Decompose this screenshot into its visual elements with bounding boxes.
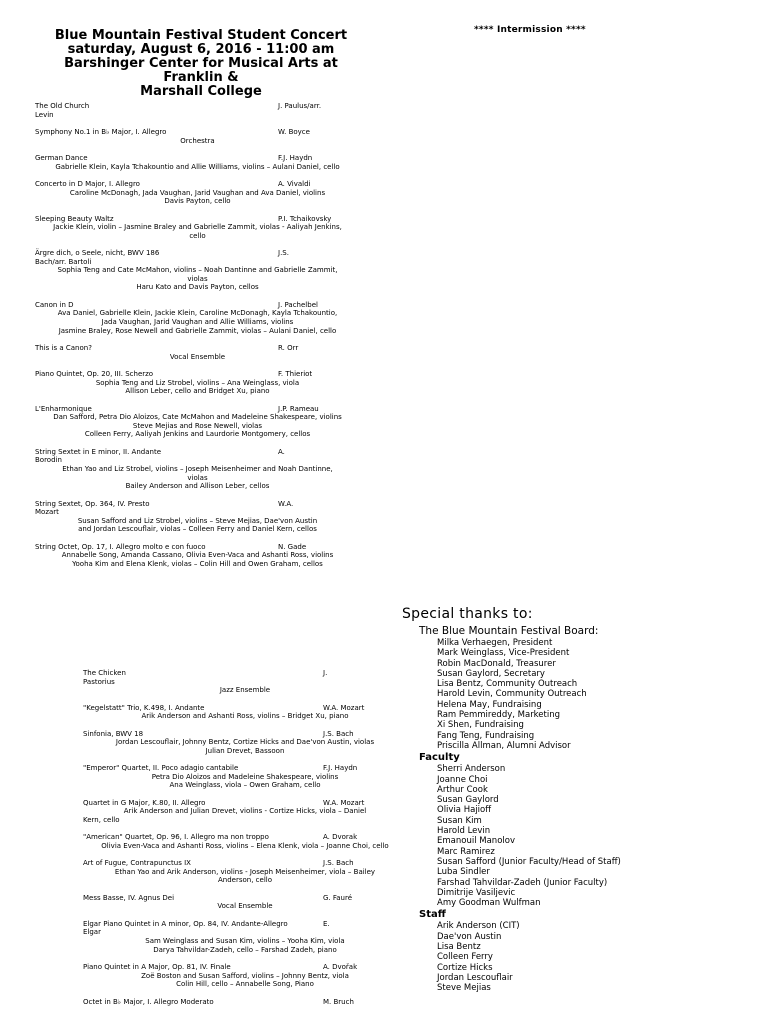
piece-heading — [83, 730, 407, 739]
program-piece — [83, 730, 407, 756]
faculty-list-item: Luba Sindler — [437, 867, 490, 878]
faculty-list-item: Harold Levin — [437, 826, 491, 837]
piece-composer: J.P. Rameau — [278, 404, 319, 413]
special-thanks-section — [402, 606, 762, 994]
staff-list-item: Steve Mejias — [437, 983, 491, 994]
piece-heading — [83, 669, 407, 678]
piece-performers: Pastorius — [83, 677, 115, 686]
piece-performers: Sam Weinglass and Susan Kim, violins – Yooha Kim, viola — [145, 937, 345, 946]
piece-title: "American" Quartet, Op. 96, I. Allegro ma non troppo — [83, 833, 269, 842]
program-piece — [83, 894, 407, 911]
piece-performers: Steve Mejias and Rose Newell, violas — [132, 421, 263, 430]
piece-heading — [35, 344, 360, 353]
piece-performers: Elgar — [83, 928, 101, 937]
program-piece — [83, 920, 407, 954]
piece-title: Elgar Piano Quintet in A minor, Op. 84, IV. Andante-Allegro — [83, 919, 288, 928]
piece-composer: W.A. Mozart — [323, 703, 365, 712]
second-half-program — [83, 669, 407, 1015]
piece-heading — [83, 920, 407, 929]
piece-performers: Jackie Klein, violin – Jasmine Braley and Gabrielle Zammit, violas - Aaliyah Jenkins, — [53, 223, 342, 232]
piece-title: String Sextet in E minor, II. Andante — [35, 447, 161, 456]
piece-heading — [35, 370, 360, 379]
piece-performers: Sophia Teng and Cate McMahon, violins – Noah Dantinne and Gabrielle Zammit, — [57, 266, 338, 275]
piece-title: Sleeping Beauty Waltz — [35, 214, 114, 223]
piece-performers: Susan Safford and Liz Strobel, violins – Steve Mejias, Dae'von Austin — [77, 516, 318, 525]
piece-heading — [83, 998, 407, 1007]
staff-list-item: Lisa Bentz — [437, 942, 481, 953]
piece-performers: Arik Anderson and Ashanti Ross, violins – Bridget Xu, piano — [141, 712, 349, 721]
board-list-item: Helena May, Fundraising — [437, 699, 542, 710]
piece-heading — [83, 859, 407, 868]
program-piece — [35, 102, 360, 119]
board-heading: The Blue Mountain Festival Board: — [419, 625, 599, 637]
board-list-item: Lisa Bentz, Community Outreach — [437, 679, 578, 690]
piece-title: Concerto in D Major, I. Allegro — [35, 179, 140, 188]
program-piece — [83, 963, 407, 989]
piece-performers: Haru Kato and Davis Payton, cellos — [136, 283, 259, 292]
piece-heading — [35, 448, 360, 457]
piece-composer: F.J. Haydn — [323, 764, 358, 773]
board-list-item: Priscilla Allman, Alumni Advisor — [437, 740, 571, 751]
faculty-list-item: Amy Goodman Wulfman — [437, 898, 541, 909]
program-piece — [35, 301, 360, 335]
piece-heading — [35, 215, 360, 224]
piece-performers: Jazz Ensemble — [219, 686, 271, 695]
faculty-list-item: Joanne Choi — [437, 774, 488, 785]
board-list-item: Milka Verhaegen, President — [437, 638, 553, 648]
faculty-list-item: Emanouil Manolov — [437, 836, 515, 847]
piece-performers: Ethan Yao and Arik Anderson, violins - Joseph Meisenheimer, viola – Bailey — [114, 867, 376, 876]
piece-heading — [83, 963, 407, 972]
faculty-list-item: Susan Gaylord — [437, 795, 499, 806]
staff-list-item: Dae'von Austin — [437, 931, 502, 942]
program-piece — [83, 998, 407, 1007]
piece-performers: Bach/arr. Bartoli — [35, 257, 92, 266]
piece-heading — [83, 894, 407, 903]
piece-performers: and Jordan Lescouflair, violas – Colleen Ferry and Daniel Kern, cellos — [78, 525, 317, 534]
staff-heading: Staff — [419, 909, 446, 921]
piece-performers: Allison Leber, cello and Bridget Xu, piano — [125, 387, 270, 396]
piece-title: Ärgre dich, o Seele, nicht, BWV 186 — [35, 249, 160, 258]
piece-performers: Annabelle Song, Amanda Cassano, Olivia Even-Vaca and Ashanti Ross, violins — [61, 551, 334, 560]
program-header — [36, 29, 366, 99]
piece-title: Piano Quintet, Op. 20, III. Scherzo — [35, 370, 154, 379]
staff-list-item: Cortize Hicks — [437, 962, 493, 973]
board-list-item: Xi Shen, Fundraising — [437, 720, 524, 731]
board-list-item: Ram Pemmireddy, Marketing — [437, 710, 561, 721]
piece-composer: G. Fauré — [323, 893, 353, 902]
piece-performers: Petra Dio Aloizos and Madeleine Shakespeare, violins — [151, 772, 339, 781]
program-piece — [83, 799, 407, 825]
staff-list — [437, 921, 762, 993]
piece-composer: F.J. Haydn — [278, 153, 313, 162]
piece-composer: A. — [278, 447, 285, 456]
piece-performers: Julian Drevet, Bassoon — [205, 746, 285, 755]
piece-title: Sinfonia, BWV 18 — [83, 729, 144, 738]
faculty-list-item: Susan Safford (Junior Faculty/Head of Staff) — [437, 856, 621, 867]
piece-heading — [35, 500, 360, 509]
piece-title: Quartet in G Major, K.80, II. Allegro — [83, 798, 206, 807]
program-piece — [83, 764, 407, 790]
piece-heading — [83, 799, 407, 808]
piece-performers: Kern, cello — [83, 815, 120, 824]
piece-heading — [83, 764, 407, 773]
program-piece — [83, 704, 407, 721]
piece-performers: violas — [187, 473, 208, 482]
concert-title: Blue Mountain Festival Student Concert — [54, 28, 348, 43]
piece-heading — [35, 543, 360, 552]
piece-composer: A. Dvorak — [323, 833, 358, 842]
piece-performers: Caroline McDonagh, Jada Vaughan, Jarid Vaughan and Ava Daniel, violins — [69, 188, 326, 197]
piece-title: Octet in B♭ Major, I. Allegro Moderato — [83, 997, 214, 1006]
program-piece — [35, 344, 360, 361]
piece-heading — [35, 180, 360, 189]
board-list-item: Susan Gaylord, Secretary — [437, 668, 545, 679]
faculty-list-item: Dimitrije Vasiljevic — [437, 887, 516, 898]
piece-performers: Anderson, cello — [218, 876, 272, 885]
program-piece — [35, 154, 360, 171]
concert-date: saturday, August 6, 2016 - 11:00 am — [67, 42, 335, 57]
piece-performers: Mozart — [35, 508, 59, 517]
piece-performers: Ethan Yao and Liz Strobel, violins – Joseph Meisenheimer and Noah Dantinne, — [62, 464, 333, 473]
piece-composer: J.S. Bach — [323, 729, 354, 738]
piece-heading — [35, 301, 360, 310]
piece-composer: P.I. Tchaikovsky — [278, 214, 332, 223]
piece-title: Mess Basse, IV. Agnus Dei — [83, 893, 175, 902]
faculty-list-item: Olivia Hajioff — [437, 805, 492, 816]
board-list-item: Robin MacDonald, Treasurer — [437, 658, 556, 669]
piece-composer: R. Orr — [278, 344, 299, 353]
piece-title: The Chicken — [83, 669, 126, 677]
piece-performers: Yooha Kim and Elena Klenk, violas – Colin Hill and Owen Graham, cellos — [72, 559, 323, 568]
piece-heading — [35, 405, 360, 414]
program-piece — [35, 215, 360, 241]
piece-composer: W.A. — [278, 499, 294, 508]
staff-list-item: Arik Anderson (CIT) — [437, 921, 520, 932]
staff-list-item: Jordan Lescouflair — [437, 972, 513, 983]
piece-performers: Olivia Even-Vaca and Ashanti Ross, violins – Elena Klenk, viola – Joanne Choi, cello — [101, 841, 389, 850]
intermission-marker: **** Intermission **** — [474, 25, 586, 35]
program-piece — [83, 669, 407, 695]
piece-composer: A. Vivaldi — [278, 179, 311, 188]
piece-heading — [83, 704, 407, 713]
piece-title: Canon in D — [35, 300, 74, 309]
piece-performers: Orchestra — [180, 136, 215, 145]
faculty-list — [437, 764, 762, 908]
first-half-program — [35, 102, 360, 577]
faculty-list-item: Arthur Cook — [437, 784, 488, 795]
program-piece — [35, 543, 360, 569]
program-piece — [35, 500, 360, 534]
piece-heading — [35, 102, 360, 111]
program-piece — [35, 405, 360, 439]
program-piece — [35, 249, 360, 292]
concert-venue-line-1: Barshinger Center for Musical Arts at Franklin & — [64, 56, 338, 85]
piece-title: String Octet, Op. 17, I. Allegro molto e con fuoco — [35, 542, 206, 551]
faculty-heading: Faculty — [419, 752, 460, 764]
board-list-item: Fang Teng, Fundraising — [437, 730, 535, 741]
faculty-list-item: Sherri Anderson — [437, 764, 506, 775]
piece-composer: M. Bruch — [323, 997, 354, 1006]
concert-venue-line-2: Marshall College — [140, 84, 262, 99]
piece-heading — [35, 249, 360, 258]
program-piece — [35, 128, 360, 145]
piece-performers: Ana Weinglass, viola – Owen Graham, cello — [169, 781, 321, 790]
piece-performers: cello — [189, 231, 206, 240]
program-piece — [35, 370, 360, 396]
piece-performers: Gabrielle Klein, Kayla Tchakountio and Allie Williams, violins – Aulani Daniel, cello — [55, 162, 340, 171]
piece-title: This is a Canon? — [35, 344, 92, 353]
piece-title: String Sextet, Op. 364, IV. Presto — [35, 499, 150, 508]
piece-performers: Borodin — [35, 456, 62, 465]
piece-title: Symphony No.1 in B♭ Major, I. Allegro — [35, 127, 167, 136]
program-piece — [83, 859, 407, 885]
piece-title: The Old Church — [35, 102, 90, 110]
piece-composer: W.A. Mozart — [323, 798, 365, 807]
faculty-list-item: Susan Kim — [437, 815, 482, 826]
piece-performers: Colleen Ferry, Aaliyah Jenkins and Laurdorie Montgomery, cellos — [84, 430, 311, 439]
piece-composer: J. Paulus/arr. — [278, 102, 322, 110]
piece-title: L'Enharmonique — [35, 404, 92, 413]
piece-performers: Vocal Ensemble — [217, 902, 273, 911]
piece-composer: N. Gade — [278, 542, 307, 551]
piece-composer: J. — [323, 669, 328, 677]
piece-heading — [83, 833, 407, 842]
program-piece — [35, 180, 360, 206]
piece-performers: Sophia Teng and Liz Strobel, violins – Ana Weinglass, viola — [95, 378, 300, 387]
piece-title: German Dance — [35, 153, 88, 162]
piece-composer: J.S. Bach — [323, 859, 354, 868]
piece-title: Art of Fugue, Contrapunctus IX — [83, 859, 191, 868]
program-piece — [35, 448, 360, 491]
piece-performers: Vocal Ensemble — [169, 352, 226, 361]
piece-performers: Dan Safford, Petra Dio Aloizos, Cate McMahon and Madeleine Shakespeare, violins — [53, 413, 342, 422]
piece-title: "Kegelstatt" Trio, K.498, I. Andante — [83, 703, 205, 712]
faculty-list-item: Marc Ramirez — [437, 846, 495, 857]
piece-composer: J.S. — [278, 249, 289, 258]
piece-performers: Bailey Anderson and Allison Leber, cellos — [125, 482, 270, 491]
piece-composer: W. Boyce — [278, 127, 310, 136]
piece-performers: Ava Daniel, Gabrielle Klein, Jackie Klein, Caroline McDonagh, Kayla Tchakountio, — [57, 309, 338, 318]
piece-performers: Colin Hill, cello – Annabelle Song, Piano — [176, 980, 314, 989]
staff-list-item: Colleen Ferry — [437, 952, 493, 963]
piece-performers: Arik Anderson and Julian Drevet, violins - Cortize Hicks, viola – Daniel — [123, 807, 367, 816]
piece-title: Piano Quintet in A Major, Op. 81, IV. Finale — [83, 963, 231, 972]
piece-title: "Emperor" Quartet, II. Poco adagio cantabile — [83, 764, 239, 773]
piece-performers: Jordan Lescouflair, Johnny Bentz, Cortize Hicks and Dae'von Austin, violas — [115, 738, 375, 747]
piece-performers: Levin — [35, 110, 54, 119]
piece-composer: E. — [323, 919, 330, 928]
piece-performers: Darya Tahvildar-Zadeh, cello – Farshad Zadeh, piano — [153, 945, 337, 954]
piece-composer: J. Pachelbel — [278, 300, 318, 309]
piece-performers: Jasmine Braley, Rose Newell and Gabrielle Zammit, violas – Aulani Daniel, cello — [58, 326, 337, 335]
faculty-list-item: Farshad Tahvildar-Zadeh (Junior Faculty) — [437, 877, 608, 888]
special-thanks-heading: Special thanks to: — [402, 606, 533, 622]
piece-performers: Jada Vaughan, Jarid Vaughan and Allie Williams, violins — [101, 318, 294, 327]
piece-composer: A. Dvořak — [323, 963, 358, 972]
piece-performers: violas — [187, 274, 208, 283]
piece-heading — [35, 154, 360, 163]
board-list — [437, 638, 762, 751]
piece-performers: Davis Payton, cello — [164, 197, 231, 206]
piece-performers: Zoë Boston and Susan Safford, violins – Johnny Bentz, viola — [141, 971, 349, 980]
piece-composer: F. Thieriot — [278, 370, 313, 379]
board-list-item: Mark Weinglass, Vice-President — [437, 648, 570, 659]
board-list-item: Harold Levin, Community Outreach — [437, 689, 587, 700]
piece-heading — [35, 128, 360, 137]
program-piece — [83, 833, 407, 850]
